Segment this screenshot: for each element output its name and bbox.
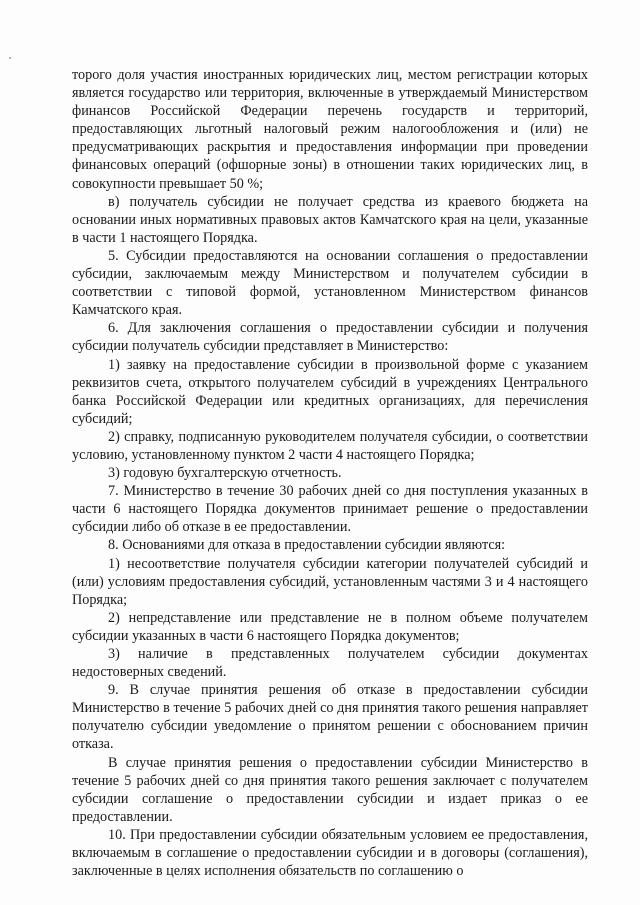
paragraph-6-item-1: 1) заявку на предоставление субсидии в произвольной форме с указанием реквизитов счета, открытого получателем субсидий в учреждениях Центрального банка Российской Федерации или кредитных организациях, для перечисления субсидий; xyxy=(72,356,588,427)
paragraph-9: 9. В случае принятия решения об отказе в предоставлении субсидии Министерство в течение 5 рабочих дней со дня принятия такого решения направляет получателю субсидии уведомление о принятом решении с обоснованием причин отказа. xyxy=(72,682,588,753)
document-body xyxy=(72,66,588,880)
paragraph-4c: в) получатель субсидии не получает средства из краевого бюджета на основании иных нормативных правовых актов Камчатского края на цели, указанные в части 1 настоящего Порядка. xyxy=(72,193,588,246)
paragraph-6-item-2: 2) справку, подписанную руководителем получателя субсидии, о соответствии условию, установленному пунктом 2 части 4 настоящего Порядка; xyxy=(72,428,588,463)
paragraph-8-item-2: 2) непредставление или представление не в полном объеме получателем субсидии указанных в части 6 настоящего Порядка документов; xyxy=(72,609,588,644)
paragraph-continuation: торого доля участия иностранных юридических лиц, местом регистрации которых является государство или территория, включенные в утверждаемый Министерством финансов Российской Федерации перечень государств и территорий, предоставляющих льготный налоговый режим налогообложения и (или) не предусматривающих раскрытия и предоставления информации при проведении финансовых операций (офшорные зоны) в отношении таких юридических лиц, в совокупности превышает 50 %; xyxy=(72,67,588,192)
paragraph-10: 10. При предоставлении субсидии обязательным условием ее предоставления, включаемым в соглашение о предоставлении субсидии и в договоры (соглашения), заключенные в целях исполнения обязательств по соглашению о xyxy=(72,826,588,880)
paragraph-8-item-1: 1) несоответствие получателя субсидии категории получателей субсидий и (или) условиям предоставления субсидий, установленным частями 3 и 4 настоящего Порядка; xyxy=(72,555,588,608)
paragraph-5: 5. Субсидии предоставляются на основании соглашения о предоставлении субсидии, заключаемым между Министерством и получателем субсидии в соответствии с типовой формой, установленном Министерством финансов Камчатского края. xyxy=(72,247,588,319)
paragraph-6-item-3: 3) годовую бухгалтерскую отчетность. xyxy=(108,465,342,482)
scan-speck xyxy=(9,57,11,59)
paragraph-8: 8. Основаниями для отказа в предоставлении субсидии являются: xyxy=(108,537,506,554)
paragraph-7: 7. Министерство в течение 30 рабочих дней со дня поступления указанных в части 6 настоящего Порядка документов принимает решение о предоставлении субсидии либо об отказе в ее предоставлении. xyxy=(72,483,588,536)
paragraph-8-item-3: 3) наличие в представленных получателем субсидии документах недостоверных сведений. xyxy=(72,646,588,681)
paragraph-6: 6. Для заключения соглашения о предоставлении субсидии и получения субсидии получатель субсидии представляет в Министерство: xyxy=(72,320,588,355)
paragraph-9-continued: В случае принятия решения о предоставлении субсидии Министерство в течение 5 рабочих дней со дня принятия такого решения заключает с получателем субсидии соглашение о предоставлении субсидии и издает приказ о ее предоставлении. xyxy=(72,754,588,825)
